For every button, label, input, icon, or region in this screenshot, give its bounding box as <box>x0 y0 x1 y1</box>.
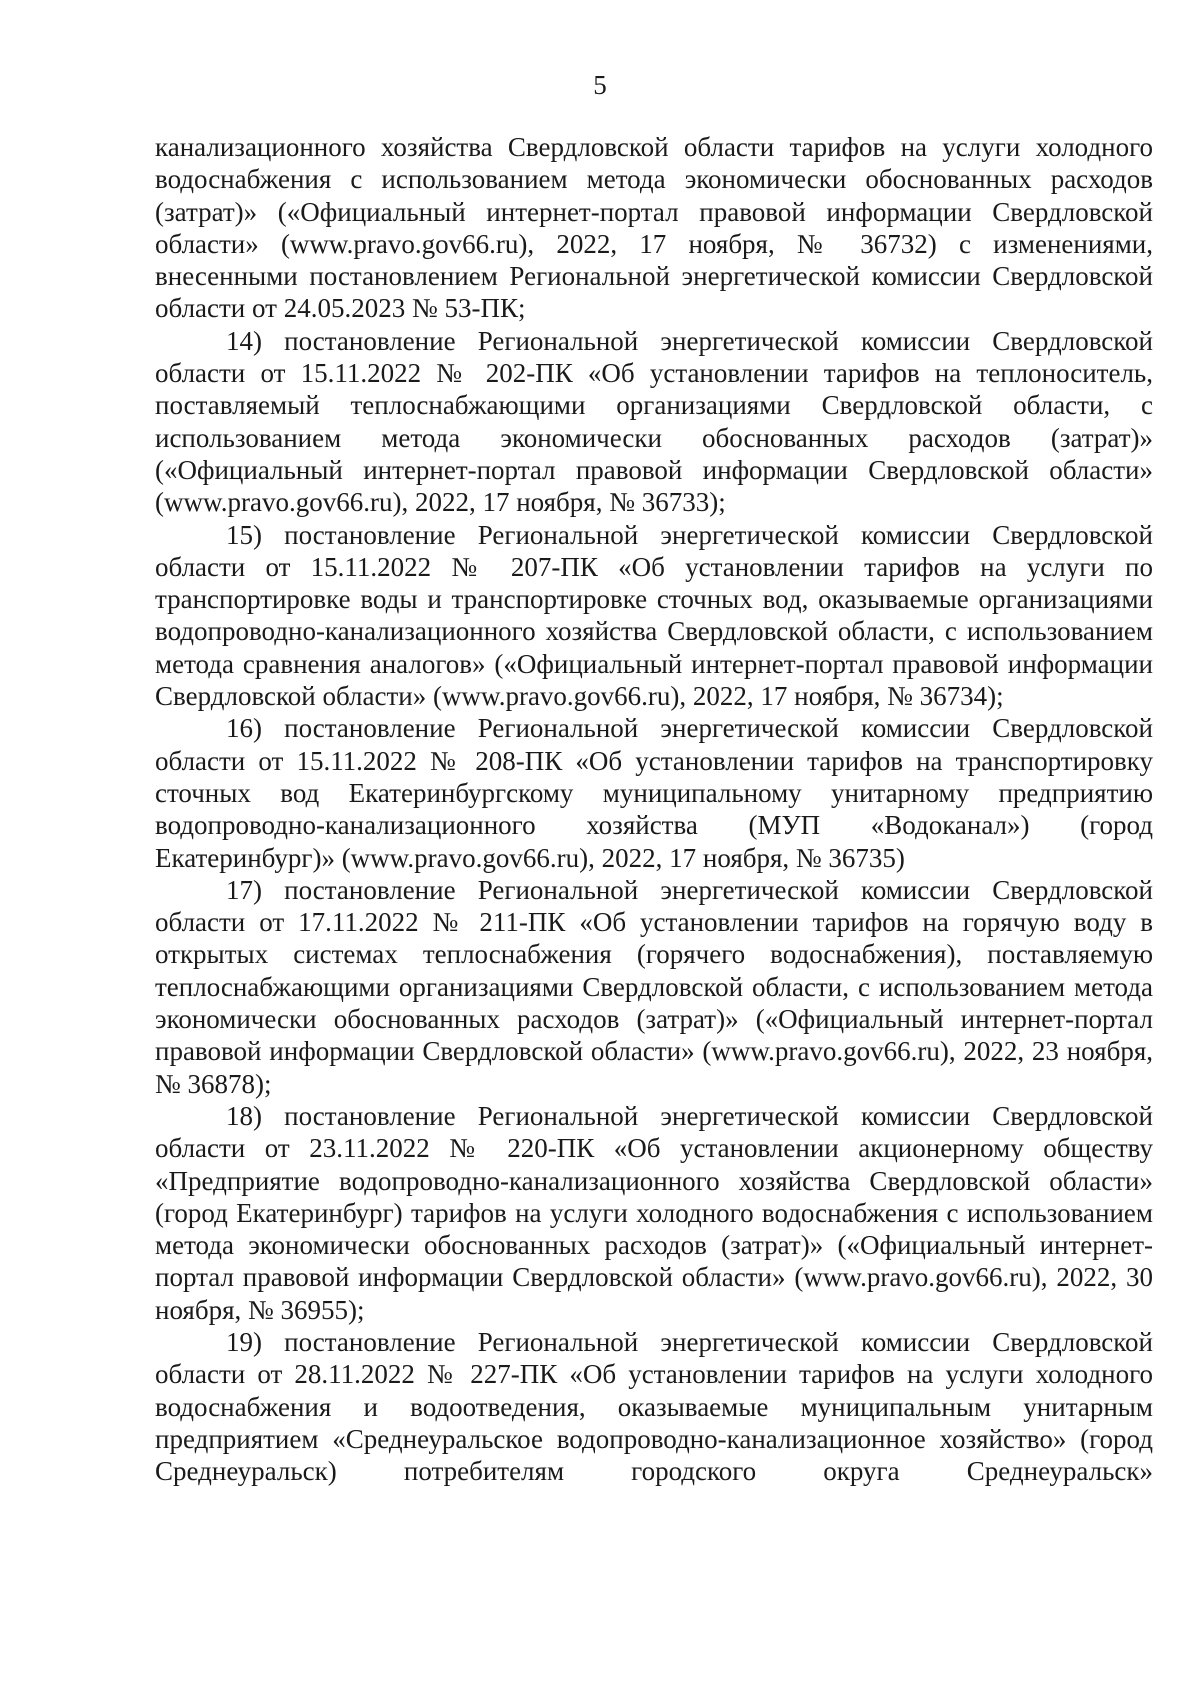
list-item-18: 18) постановление Региональной энергетической комиссии Свердловской области от 23.11.2022 № 220-ПК «Об установлении акционерному обществу «Предприятие водопроводно-канализационного хозяйства Свердловской области» (город Екатеринбург) тарифов на услуги холодного водоснабжения с использованием метода экономически обоснованных расходов (затрат)» («Официальный интернет-портал правовой информации Свердловской области» (www.pravo.gov66.ru), 2022, 30 ноября, № 36955); <box>155 1100 1153 1325</box>
document-body <box>155 131 1153 1487</box>
list-item-15: 15) постановление Региональной энергетической комиссии Свердловской области от 15.11.2022 № 207-ПК «Об установлении тарифов на услуги по транспортировке воды и транспортировке сточных вод, оказываемые организациями водопроводно-канализационного хозяйства Свердловской области, с использованием метода сравнения аналогов» («Официальный интернет-портал правовой информации Свердловской области» (www.pravo.gov66.ru), 2022, 17 ноября, № 36734); <box>155 519 1153 712</box>
list-item-19: 19) постановление Региональной энергетической комиссии Свердловской области от 28.11.2022 № 227-ПК «Об установлении тарифов на услуги холодного водоснабжения и водоотведения, оказываемые муниципальным унитарным предприятием «Среднеуральское водопроводно-канализационное хозяйство» (город Среднеуральск) потребителям городского округа Среднеуральск» <box>155 1326 1153 1487</box>
paragraph-continuation: канализационного хозяйства Свердловской области тарифов на услуги холодного водоснабжения с использованием метода экономически обоснованных расходов (затрат)» («Официальный интернет-портал правовой информации Свердловской области» (www.pravo.gov66.ru), 2022, 17 ноября, № 36732) с изменениями, внесенными постановлением Региональной энергетической комиссии Свердловской области от 24.05.2023 № 53-ПК; <box>155 132 1153 324</box>
list-item-17: 17) постановление Региональной энергетической комиссии Свердловской области от 17.11.2022 № 211-ПК «Об установлении тарифов на горячую воду в открытых системах теплоснабжения (горячего водоснабжения), поставляемую теплоснабжающими организациями Свердловской области, с использованием метода экономически обоснованных расходов (затрат)» («Официальный интернет-портал правовой информации Свердловской области» (www.pravo.gov66.ru), 2022, 23 ноября, № 36878); <box>155 874 1153 1099</box>
list-item-16: 16) постановление Региональной энергетической комиссии Свердловской области от 15.11.2022 № 208-ПК «Об установлении тарифов на транспортировку сточных вод Екатеринбургскому муниципальному унитарному предприятию водопроводно-канализационного хозяйства (МУП «Водоканал») (город Екатеринбург)» (www.pravo.gov66.ru), 2022, 17 ноября, № 36735) <box>155 713 1153 873</box>
list-item-14: 14) постановление Региональной энергетической комиссии Свердловской области от 15.11.2022 № 202-ПК «Об установлении тарифов на теплоноситель, поставляемый теплоснабжающими организациями Свердловской области, с использованием метода экономически обоснованных расходов (затрат)» («Официальный интернет-портал правовой информации Свердловской области» (www.pravo.gov66.ru), 2022, 17 ноября, № 36733); <box>155 325 1153 518</box>
page-number: 5 <box>593 70 607 100</box>
